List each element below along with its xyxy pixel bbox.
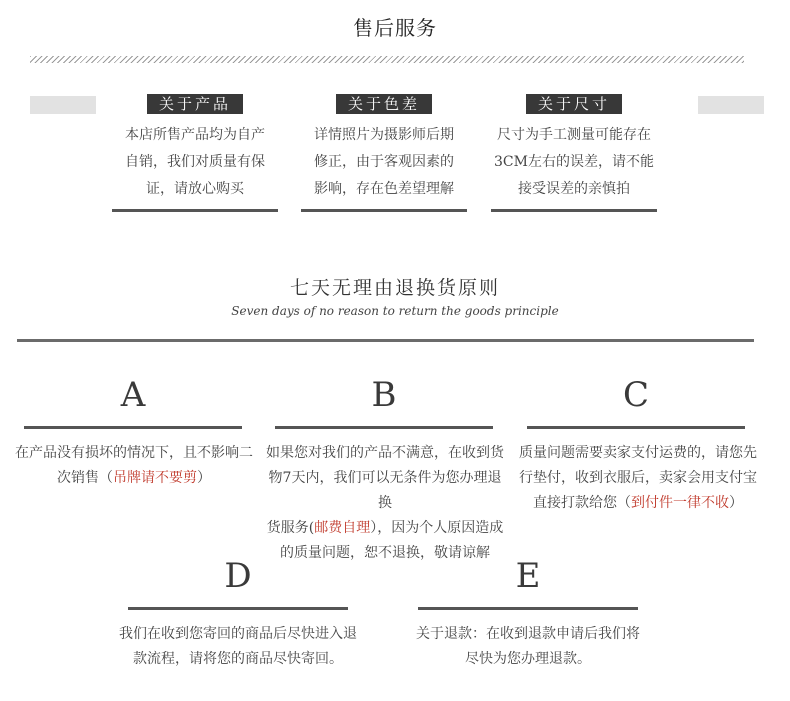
card-text (112, 122, 278, 203)
text-segment: ） (729, 495, 743, 511)
policy-e-rule (418, 607, 638, 610)
card-label: 关于色差 (336, 94, 432, 114)
carousel-ghost-left (10, 92, 110, 216)
policy-b-line: 的质量问题，恕不退换，敬请谅解 (280, 545, 490, 561)
section-subtitle: Seven days of no reason to return the goods principle (231, 304, 559, 318)
card-rule (301, 209, 467, 212)
text-segment: ），因为个人原因造成 (370, 520, 504, 536)
highlight-text: 到付件一律不收 (631, 495, 729, 511)
text-segment: 次销售（ (57, 470, 113, 486)
card-color-difference (301, 94, 467, 212)
policy-b-rule (275, 426, 493, 429)
policy-b-text (262, 441, 508, 566)
hatched-divider (30, 56, 744, 63)
policy-c-letter: C (622, 375, 649, 415)
highlight-text: 邮费自理 (314, 520, 371, 536)
policy-e-text (404, 622, 652, 672)
card-label: 关于产品 (147, 94, 243, 114)
policy-a-line: 在产品没有损坏的情况下，且不影响二 (15, 445, 253, 461)
highlight-text: 吊牌请不要剪 (113, 470, 197, 486)
card-text-line: 自销，我们对质量有保 (125, 154, 265, 170)
card-text-line: 影响，存在色差望理解 (314, 181, 454, 197)
policy-b-line (262, 516, 508, 541)
policy-d-line: 我们在收到您寄回的商品后尽快进入退 (119, 626, 357, 642)
card-text-line: 本店所售产品均为自产 (125, 127, 265, 143)
card-text-line: 尺寸为手工测量可能存在 (497, 127, 651, 143)
policy-e-line: 尽快为您办理退款。 (465, 651, 591, 667)
policy-b-line: 如果您对我们的产品不满意，在收到货 (266, 445, 504, 461)
policy-a-text (14, 441, 254, 491)
policy-b-line: 物7天内，我们可以无条件为您办理退换 (268, 470, 502, 511)
carousel-ghost-right (678, 92, 778, 216)
card-text-line: 证，请放心购买 (146, 181, 244, 197)
policy-e-letter: E (515, 556, 541, 596)
policy-a-rule (24, 426, 242, 429)
policy-a-line (14, 466, 254, 491)
text-segment: 货服务( (266, 520, 315, 536)
policy-d-rule (128, 607, 348, 610)
page-title: 售后服务 (353, 16, 437, 40)
policy-b-letter: B (371, 375, 397, 415)
card-label: 关于尺寸 (526, 94, 622, 114)
card-product (112, 94, 278, 212)
policy-d-line: 款流程，请将您的商品尽快寄回。 (133, 651, 343, 667)
card-text (491, 122, 657, 203)
policy-c-text (516, 441, 760, 516)
card-text-line: 接受误差的亲慎拍 (518, 181, 630, 197)
card-size (491, 94, 657, 212)
policy-e-line: 关于退款：在收到退款申请后我们将 (416, 626, 640, 642)
card-text-line: 详情照片为摄影师后期 (314, 127, 454, 143)
section-divider (17, 339, 754, 342)
text-segment: 直接打款给您（ (533, 495, 631, 511)
card-text-line: 3CM左右的误差，请不能 (494, 154, 654, 170)
policy-d-letter: D (224, 556, 252, 596)
card-text (301, 122, 467, 203)
policy-c-line: 质量问题需要卖家支付运费的，请您先 (519, 445, 757, 461)
card-rule (112, 209, 278, 212)
section-title: 七天无理由退换货原则 (289, 277, 500, 299)
policy-c-rule (527, 426, 745, 429)
policy-d-text (114, 622, 362, 672)
policy-a-letter: A (120, 375, 146, 415)
policy-c-line: 行垫付，收到衣服后，卖家会用支付宝 (519, 470, 757, 486)
card-rule (491, 209, 657, 212)
text-segment: ） (197, 470, 211, 486)
policy-c-line (516, 491, 760, 516)
card-text-line: 修正，由于客观因素的 (314, 154, 454, 170)
